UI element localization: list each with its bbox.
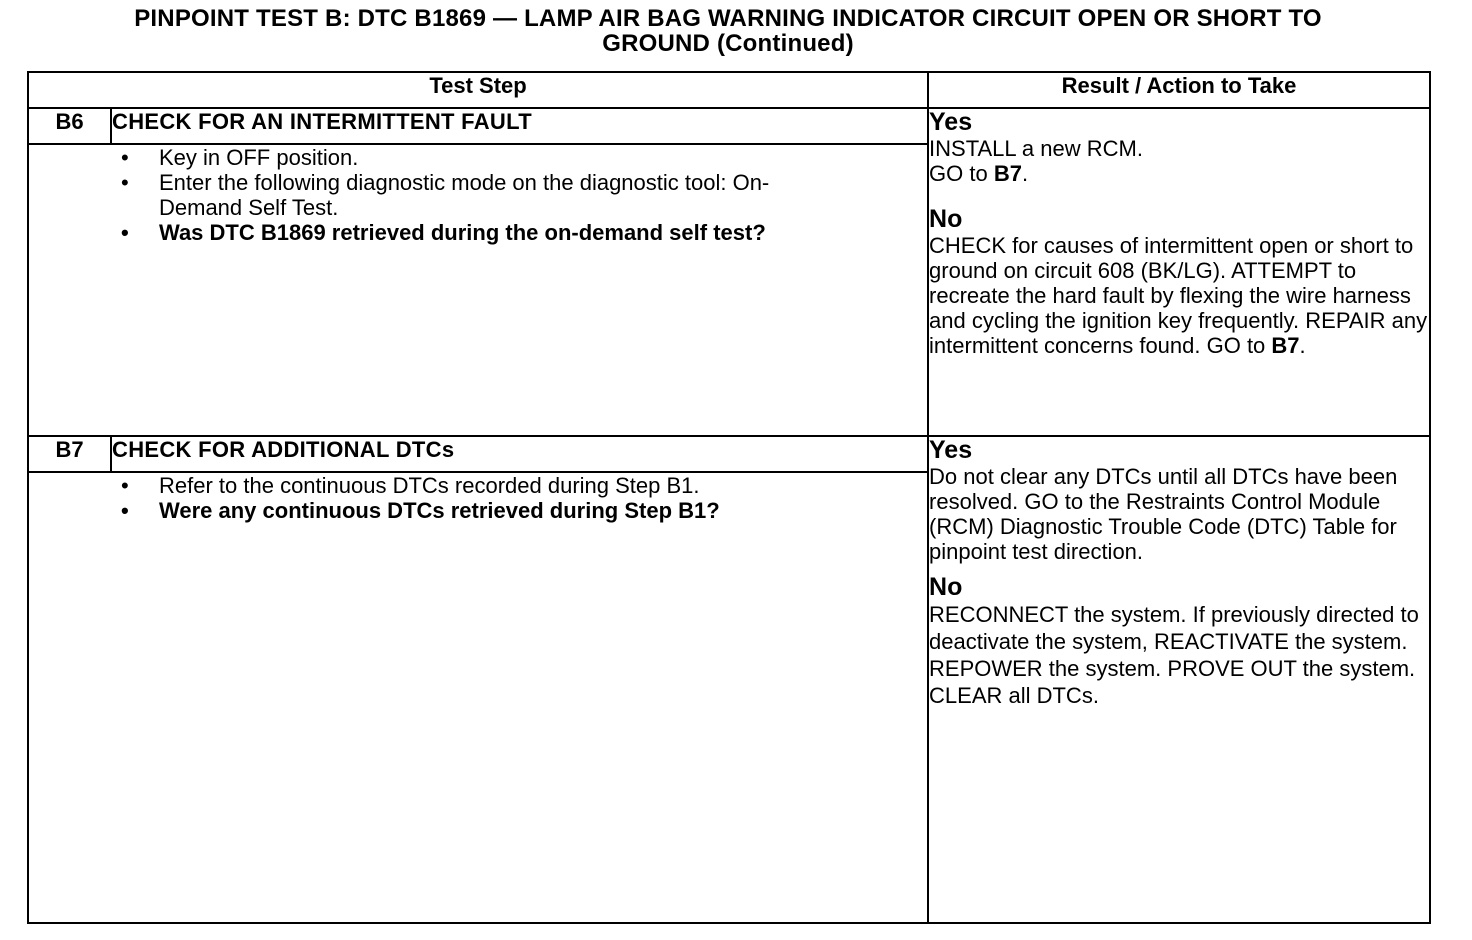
pinpoint-test-table xyxy=(27,71,1431,924)
step-b6-title: CHECK FOR AN INTERMITTENT FAULT xyxy=(111,108,928,144)
step-b7-id-blank xyxy=(28,472,111,923)
step-b6-yes-goto-text: GO to xyxy=(929,161,994,186)
step-b6-no-action xyxy=(929,233,1429,358)
step-b6-bullet-1: Key in OFF position. xyxy=(159,145,359,170)
step-b6-instructions xyxy=(111,144,928,436)
step-b7-question: Were any continuous DTCs retrieved during Step B1? xyxy=(159,498,720,523)
step-b6-yes-goto xyxy=(929,161,1429,186)
step-b7-result xyxy=(928,436,1430,923)
step-b7-title-row xyxy=(28,436,1430,472)
step-b6-yes-ref: B7 xyxy=(993,161,1022,186)
step-b6-result xyxy=(928,108,1430,436)
step-b6-yes-end: . xyxy=(1021,161,1029,186)
header-row xyxy=(28,72,1430,108)
bullet-glyph: • xyxy=(121,498,129,523)
bullet-glyph: • xyxy=(121,473,129,498)
step-b7-no-label: No xyxy=(929,573,963,601)
title-line-2: GROUND (Continued) xyxy=(602,30,854,57)
title-line-1: PINPOINT TEST B: DTC B1869 — LAMP AIR BAG WARNING INDICATOR CIRCUIT OPEN OR SHORT TO xyxy=(134,5,1322,32)
step-b6-yes-label: Yes xyxy=(929,108,973,136)
header-result-action: Result / Action to Take xyxy=(928,72,1430,108)
step-b7-no-action: RECONNECT the system. If previously directed to deactivate the system, REACTIVATE the system. REPOWER the system. PROVE OUT the system. CLEAR all DTCs. xyxy=(929,602,1419,708)
step-b6-bullet-2: Enter the following diagnostic mode on the diagnostic tool: On-Demand Self Test. xyxy=(159,170,770,220)
list-item xyxy=(121,473,927,498)
step-b6-yes-action: INSTALL a new RCM. xyxy=(929,136,1143,161)
page-title xyxy=(0,6,1456,56)
step-b6-id: B6 xyxy=(28,108,111,144)
step-b6-id-blank xyxy=(28,144,111,436)
step-b7-bullet-list xyxy=(111,473,927,523)
header-test-step: Test Step xyxy=(28,72,928,108)
bullet-glyph: • xyxy=(121,220,129,245)
list-item xyxy=(121,145,927,170)
list-item xyxy=(121,220,927,245)
step-b7-instructions xyxy=(111,472,928,923)
step-b6-title-row xyxy=(28,108,1430,144)
step-b7-yes-action: Do not clear any DTCs until all DTCs have been resolved. GO to the Restraints Control Module (RCM) Diagnostic Trouble Code (DTC) Table for pinpoint test direction. xyxy=(929,464,1398,564)
step-b6-no-label: No xyxy=(929,205,963,233)
list-item xyxy=(121,498,927,523)
step-b6-no-ref: B7 xyxy=(1271,333,1300,358)
bullet-glyph: • xyxy=(121,170,129,195)
bullet-glyph: • xyxy=(121,145,129,170)
step-b7-title: CHECK FOR ADDITIONAL DTCs xyxy=(111,436,928,472)
step-b7-bullet-1: Refer to the continuous DTCs recorded during Step B1. xyxy=(159,473,700,498)
list-item xyxy=(121,170,927,220)
step-b6-no-text: CHECK for causes of intermittent open or short to ground on circuit 608 (BK/LG). ATTEMPT to recreate the hard fault by flexing the wire harness and cycling the ignition key frequently. REPAIR any intermittent concerns found. GO to xyxy=(929,233,1428,358)
step-b6-bullet-list xyxy=(111,145,927,245)
step-b7-yes-label: Yes xyxy=(929,436,973,464)
step-b7-id: B7 xyxy=(28,436,111,472)
step-b6-no-end: . xyxy=(1299,333,1306,358)
step-b6-question: Was DTC B1869 retrieved during the on-demand self test? xyxy=(159,220,766,245)
